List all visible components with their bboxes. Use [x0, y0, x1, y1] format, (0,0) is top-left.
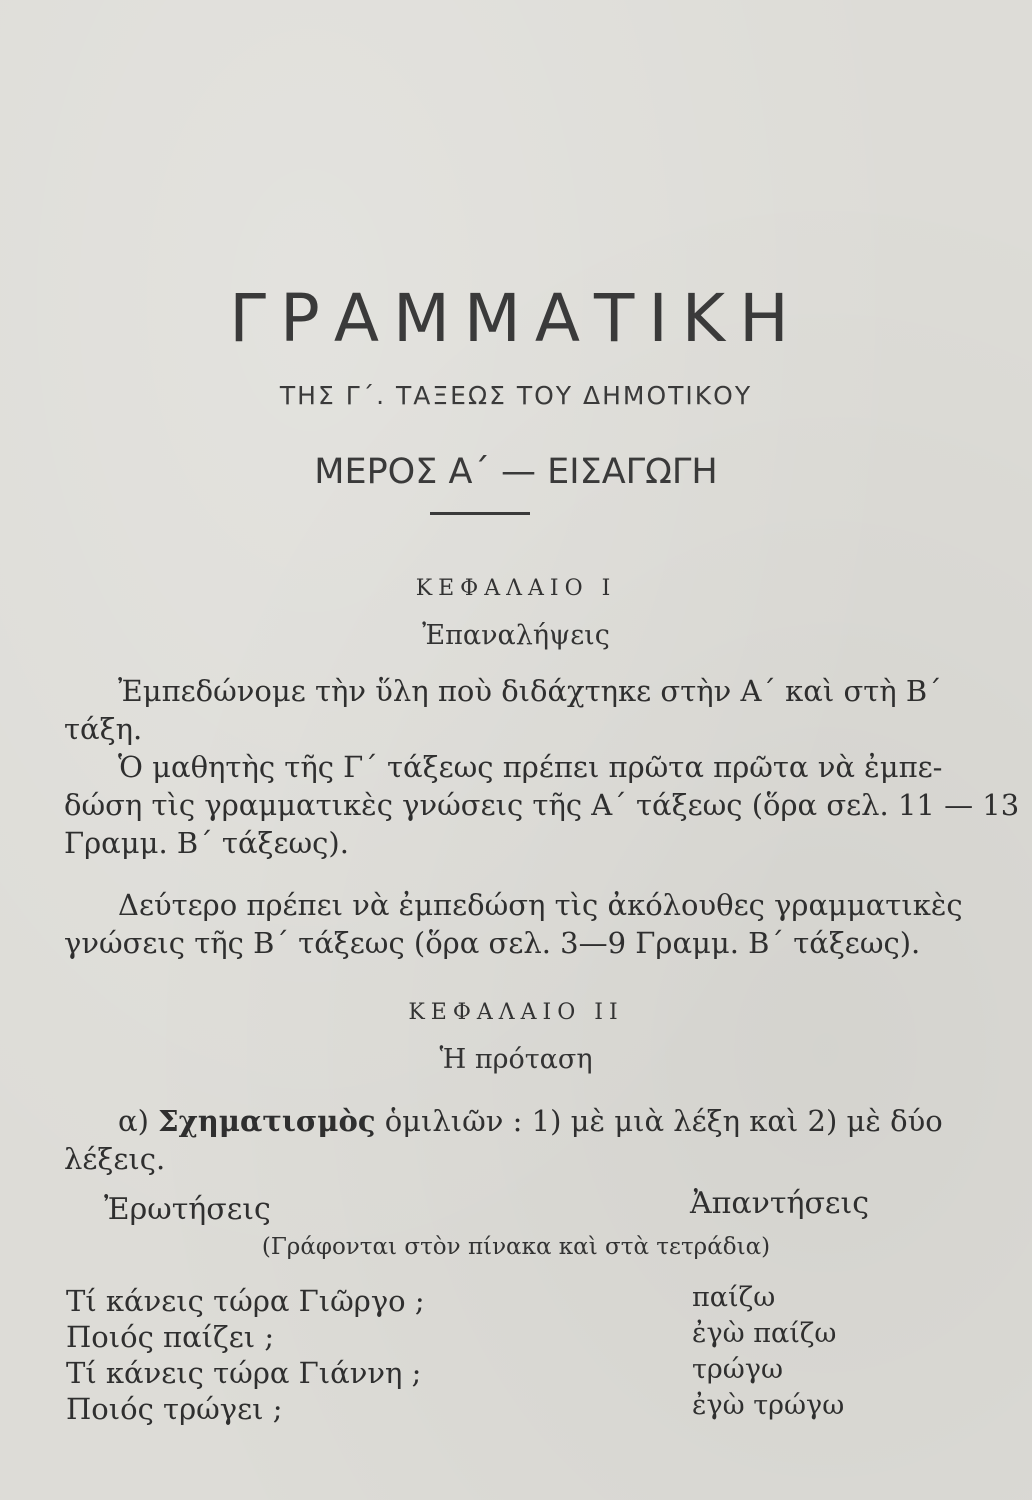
chapter-1-heading: ΚΕΦΑΛΑΙΟ Ι [415, 576, 617, 601]
questions-column-header: Ἐρωτήσεις [104, 1192, 271, 1227]
document-subtitle: ΤΗΣ Γ΄. ΤΑΞΕΩΣ ΤΟΥ ΔΗΜΟΤΙΚΟΥ [279, 381, 753, 410]
document-title: ΓΡΑΜΜΑΤΙΚΗ [229, 280, 803, 357]
paragraph-line: Ὁ μαθητὴς τῆς Γ΄ τάξεως πρέπει πρῶτα πρῶτα νὰ ἐμπε- [118, 750, 943, 784]
question-item: Ποιός παίζει ; [66, 1320, 275, 1354]
question-item: Τί κάνεις τώρα Γιάννη ; [66, 1356, 422, 1390]
answers-column-header: Ἀπαντήσεις [690, 1186, 870, 1221]
chapter-2-heading: ΚΕΦΑΛΑΙΟ ΙΙ [408, 1000, 624, 1025]
list-marker: α) [118, 1104, 159, 1138]
paragraph-line: Γραμμ. Β΄ τάξεως). [64, 826, 349, 860]
chapter-2-section-title: Ἡ πρόταση [439, 1044, 593, 1075]
paragraph-line: τάξη. [64, 712, 143, 746]
answer-item: τρώγω [692, 1354, 783, 1385]
paragraph-line: γνώσεις τῆς Β΄ τάξεως (ὅρα σελ. 3—9 Γραμμ. Β΄ τάξεως). [64, 926, 921, 960]
answer-item: παίζω [692, 1282, 776, 1313]
emphasis-term: Σχηματισμὸς [158, 1104, 376, 1138]
paragraph-line: λέξεις. [64, 1142, 166, 1176]
heading-divider [430, 512, 530, 515]
question-item: Τί κάνεις τώρα Γιῶργο ; [66, 1284, 425, 1318]
answer-item: ἐγὼ παίζω [692, 1318, 837, 1349]
answer-item: ἐγὼ τρώγω [692, 1390, 845, 1421]
question-item: Ποιός τρώγει ; [66, 1392, 283, 1426]
paragraph-text: ὁμιλιῶν : 1) μὲ μιὰ λέξη καὶ 2) μὲ δύο [375, 1104, 943, 1138]
part-heading: ΜΕΡΟΣ Α΄ — ΕΙΣΑΓΩΓΗ [314, 452, 718, 492]
paragraph-line: δώση τὶς γραμματικὲς γνώσεις τῆς Α΄ τάξεως (ὅρα σελ. 11 — 13 [64, 788, 1020, 822]
paragraph-line: Δεύτερο πρέπει νὰ ἐμπεδώση τὶς ἀκόλουθες γραμματικὲς [118, 888, 963, 922]
paragraph-line [118, 1104, 943, 1138]
chapter-1-section-title: Ἐπαναλήψεις [422, 620, 610, 651]
table-note: (Γράφονται στὸν πίνακα καὶ στὰ τετράδια) [261, 1234, 771, 1260]
paragraph-line: Ἐμπεδώνομε τὴν ὕλη ποὺ διδάχτηκε στὴν Α΄ καὶ στὴ Β΄ [118, 674, 942, 708]
